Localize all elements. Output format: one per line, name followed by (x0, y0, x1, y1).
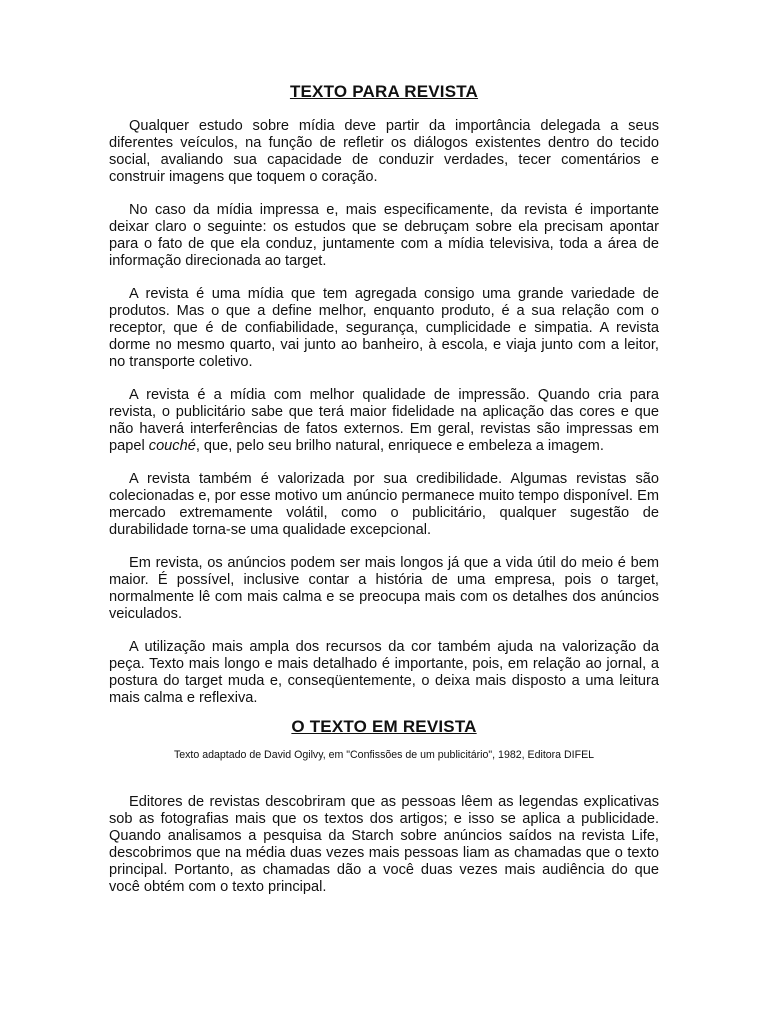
document-title: TEXTO PARA REVISTA (289, 82, 479, 101)
paragraph-4-text-a: A revista é a mídia com melhor qualidade de impressão. Quando cria para revista, o publicitário sabe que terá maior fidelidade na aplicação das cores e que não haverá interferências de fatos externos. Em geral, revistas são impressas em papel (109, 387, 659, 454)
paragraph-6: Em revista, os anúncios podem ser mais longos já que a vida útil do meio é bem maior. É possível, inclusive contar a história de uma empresa, pois o target, normalmente lê com mais calma e se preocupa mais com os detalhes dos anúncios veiculados. (109, 555, 659, 622)
paragraph-7: A utilização mais ampla dos recursos da cor também ajuda na valorização da peça. Texto mais longo e mais detalhado é importante, pois, em relação ao jornal, a postura do target muda e, conseqüentemente, o deixa mais disposto a uma leitura mais calma e reflexiva. (109, 639, 659, 706)
paragraph-1: Qualquer estudo sobre mídia deve partir da importância delegada a seus diferentes veículos, na função de refletir os diálogos existentes dentro do tecido social, avaliando sua capacidade de conduzir verdades, tecer comentários e construir imagens que toquem o coração. (109, 118, 659, 185)
paragraph-3: A revista é uma mídia que tem agregada consigo uma grande variedade de produtos. Mas o que a define melhor, enquanto produto, é a sua relação com o receptor, que é de confiabilidade, segurança, cumplicidade e simpatia. A revista dorme no mesmo quarto, vai junto ao banheiro, à escola, e viaja junto com a leitor, no transporte coletivo. (109, 286, 659, 370)
paragraph-4 (109, 387, 659, 455)
paragraph-5: A revista também é valorizada por sua credibilidade. Algumas revistas são colecionadas e, por esse motivo um anúncio permanece muito tempo disponível. Em mercado extremamente volátil, como o publicitário, qualquer sugestão de durabilidade torna-se uma qualidade excepcional. (109, 471, 659, 538)
paragraph-2: No caso da mídia impressa e, mais especificamente, da revista é importante deixar claro o seguinte: os estudos que se debruçam sobre ela precisam apontar para o fato de que ela conduz, juntamente com a mídia televisiva, toda a área de informação direcionada ao target. (109, 202, 659, 269)
paragraph-4-italic-term: couché (148, 438, 196, 454)
section-title: O TEXTO EM REVISTA (291, 717, 477, 736)
section-paragraph: Editores de revistas descobriram que as pessoas lêem as legendas explicativas sob as fotografias mais que os textos dos artigos; e isso se aplica a publicidade. Quando analisamos a pesquisa da Starch sobre anúncios saídos na revista Life, descobrimos que na média duas vezes mais pessoas liam as chamadas que o texto principal. Portanto, as chamadas dão a você duas vezes mais audiência do que você obtém com o texto principal. (109, 794, 659, 895)
paragraph-4-text-b: , que, pelo seu brilho natural, enriquece e embeleza a imagem. (195, 438, 604, 454)
document-page (109, 82, 659, 912)
source-citation: Texto adaptado de David Ogilvy, em "Confissões de um publicitário", 1982, Editora DIFEL (173, 749, 595, 761)
